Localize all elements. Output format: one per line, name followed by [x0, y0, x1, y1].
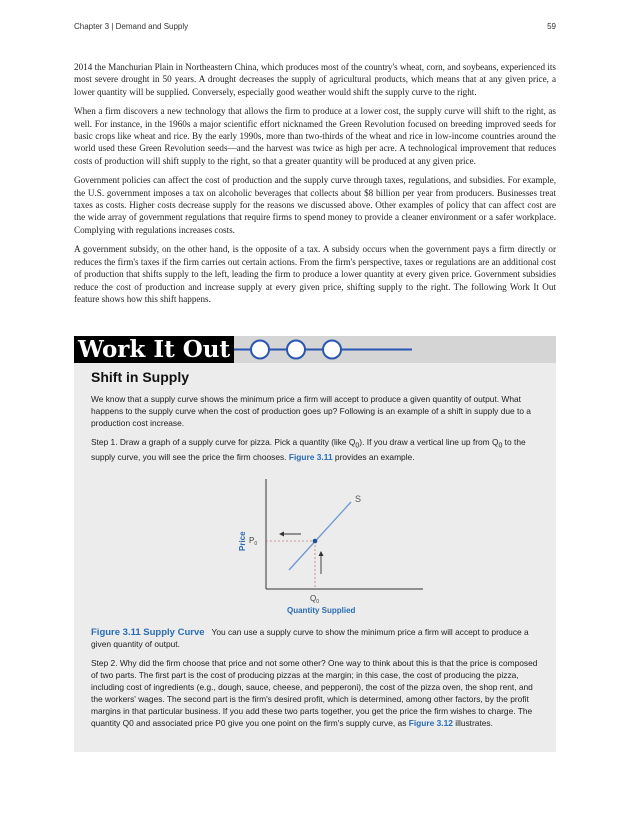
- page-header: [74, 22, 556, 31]
- body-text: [74, 61, 556, 312]
- paragraph: When a firm discovers a new technology that allows the firm to produce at a lower cost, the supply curve will shift to the right, as well. For instance, in the 1960s a major scientific effort nicknamed the Green Revolution focused on breeding improved seeds for basic crops like wheat and rice. By the early 1990s, more than two-thirds of the wheat and rice in low-income countries around the world used these Green Revolution seeds—and the harvest was twice as high per acre. A technological improvement that reduces costs of production will shift supply to the right, so that a greater quantity will be produced at any given price.: [74, 106, 556, 166]
- supply-curve-line: [289, 502, 351, 570]
- step2-text: Step 2. Why did the firm choose that price and not some other? One way to think about this is that the price is composed of two parts. The first part is the cost of producing pizzas at the margin; in this case, the cost of producing the pizza, including cost of ingredients (e.g., dough, sauce, cheese, and pepperoni), the cost of the pizza oven, the shop rent, and the workers' wages. The second part is the firm's desired profit, which is determined, among other factors, by the profit margins in that particular business. If you add these two parts together, you get the price the firm wishes to charge. The quantity Q0 and associated price P0 give you one point on the firm's supply curve, as: [91, 658, 538, 728]
- step1-paragraph: [91, 437, 541, 464]
- work-it-out-title: Shift in Supply: [91, 369, 189, 385]
- step1-text-b: ). If you draw a vertical line up from Q: [359, 436, 499, 447]
- step2-paragraph: [91, 658, 541, 729]
- paragraph: A government subsidy, on the other hand, is the opposite of a tax. A subsidy occurs when the government pays a firm directly or reduces the firm's taxes if the firm carries out certain actions. From the firm's perspective, taxes or regulations are an additional cost of production that shifts supply to the left, leading the firm to produce a lower quantity at every given price. Government subsidies reduce the cost of production and increase supply at every given price, shifting supply to the right. The following Work It Out feature shows how this shift happens.: [74, 244, 556, 304]
- figure-3-12-link[interactable]: Figure 3.12: [408, 717, 453, 728]
- x-axis-label: Quantity Supplied: [287, 606, 356, 616]
- y-axis-label: Price: [238, 531, 247, 552]
- step1-sub-2: 0: [498, 442, 503, 450]
- caption-title: Figure 3.11 Supply Curve: [91, 627, 205, 639]
- page-number: 59: [547, 22, 556, 31]
- price-label: $P_0$: [249, 536, 258, 548]
- step2-end: illustrates.: [452, 717, 493, 728]
- quantity-label: $Q_0$: [310, 594, 320, 606]
- paragraph: Government policies can affect the cost of production and the supply curve through taxes, regulations, and subsidies. For example, the U.S. government imposes a tax on alcoholic beverages that collects about $8 billion per year from producers. Businesses treat taxes as costs. Higher costs decrease supply for the reasons we discussed above. Other examples of policy that can affect cost are the wide array of government regulations that require firms to spend money to provide a cleaner environment or a safer workplace. Complying with regulations increases costs.: [74, 175, 556, 235]
- figure-3-11-link[interactable]: Figure 3.11: [288, 452, 333, 463]
- step1-text-d: provides an example.: [332, 452, 415, 463]
- step1-text-a: Step 1. Draw a graph of a supply curve for pizza. Pick a quantity (like Q: [91, 436, 356, 447]
- work-it-out-header: [74, 336, 556, 363]
- intro-paragraph: We know that a supply curve shows the minimum price a firm will accept to produce a given quantity of output. What happens to the supply curve when the cost of production goes up? Following is an example of a shift in supply due to a production cost increase.: [91, 394, 531, 428]
- chain-circles-icon: [234, 336, 414, 363]
- supply-curve-graph: [223, 471, 423, 621]
- work-it-out-box: [74, 336, 556, 752]
- supply-curve-figure: [91, 471, 541, 621]
- caption-text: You can use a supply curve to show the minimum price a firm will accept to produce a given quantity of output.: [91, 627, 529, 650]
- equilibrium-point: [313, 539, 318, 544]
- up-arrow-head: [319, 551, 324, 556]
- step1-text-c: to the supply curve, you will see the price the firm chooses.: [91, 436, 526, 463]
- figure-caption: [91, 627, 541, 651]
- step1-sub-1: 0: [355, 442, 360, 450]
- chapter-title: Chapter 3 | Demand and Supply: [74, 22, 189, 31]
- work-it-out-label: Work It Out: [74, 336, 234, 363]
- left-arrow-head: [279, 532, 284, 537]
- curve-label: S: [355, 494, 362, 505]
- paragraph: 2014 the Manchurian Plain in Northeastern China, which produces most of the country's wheat, corn, and soybeans, experienced its most severe drought in 50 years. A drought decreases the supply of agricultural products, which means that at any given price, a lower quantity will be supplied. Conversely, especially good weather would shift the supply curve to the right.: [74, 62, 556, 97]
